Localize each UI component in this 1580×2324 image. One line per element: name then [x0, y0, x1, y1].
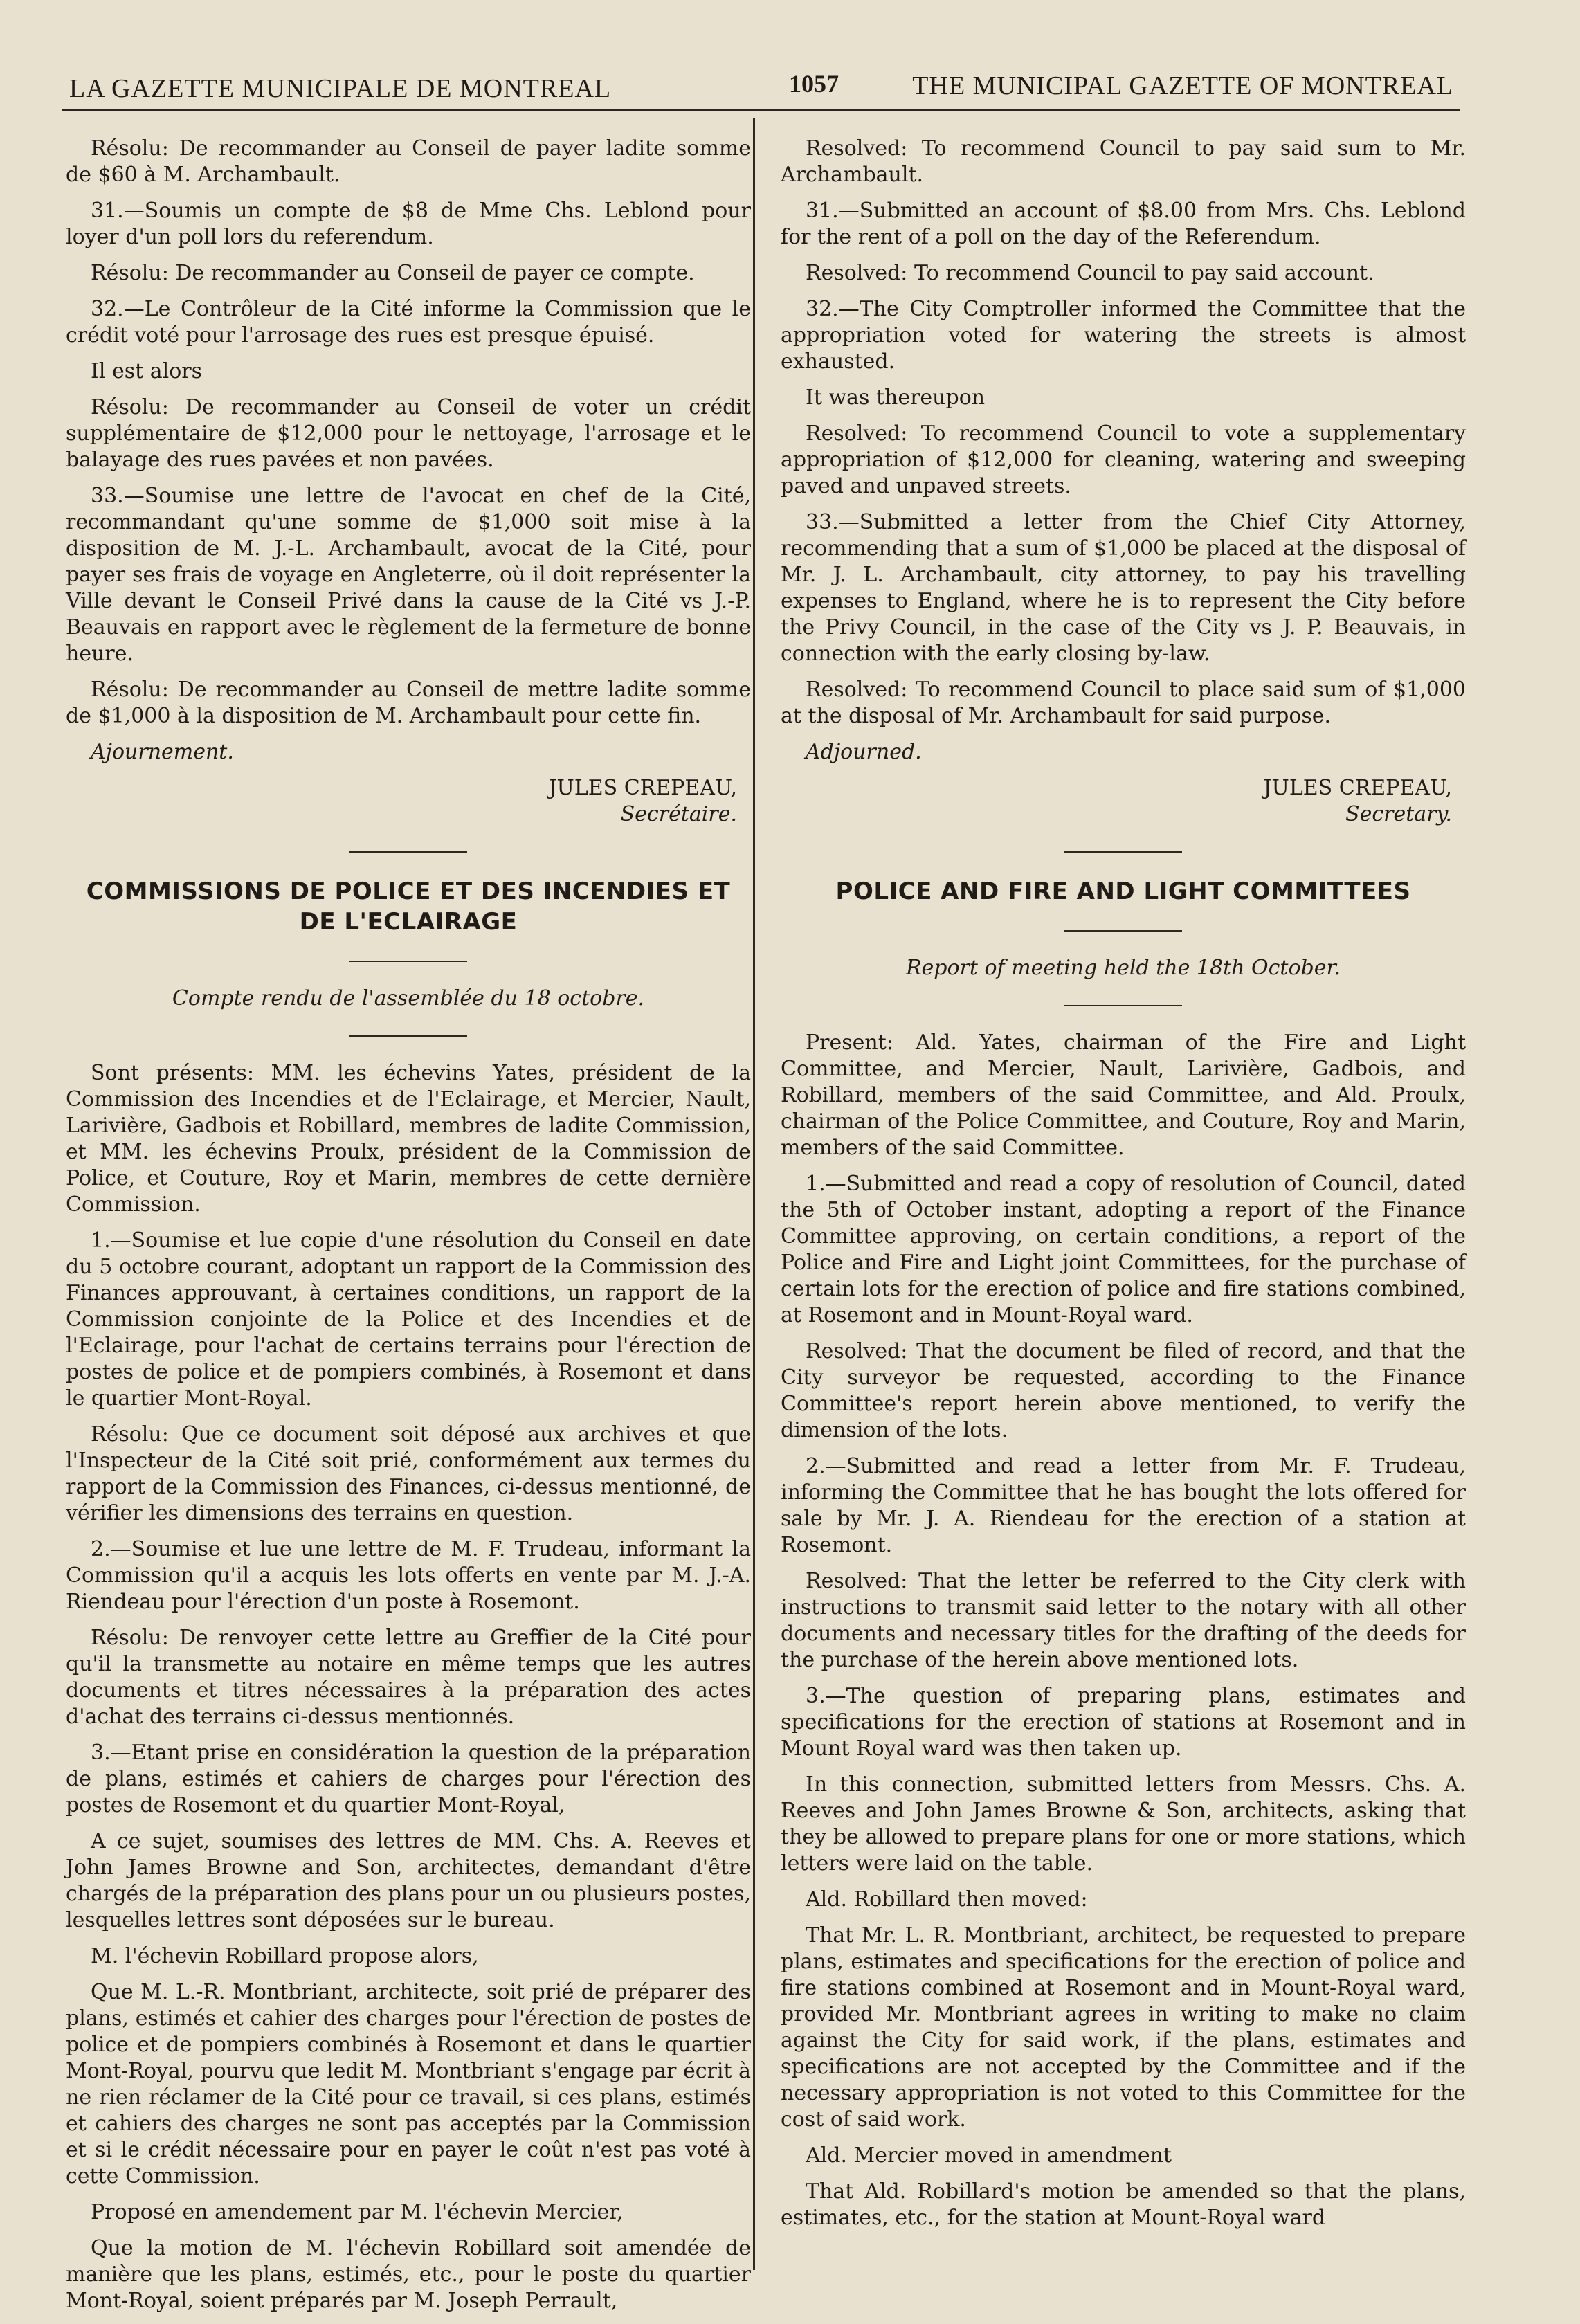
paragraph: Que la motion de M. l'échevin Robillard soit amendée de manière que les plans, estimés, etc., pour le poste du quartier Mont-Royal, soient préparés par M. Joseph Perrault, [66, 2236, 751, 2313]
paragraph: 3.—Etant prise en considération la question de la préparation de plans, estimés et cahiers de charges pour l'érection des postes de Rosemont et du quartier Mont-Royal, [66, 1741, 751, 1817]
paragraph: M. l'échevin Robillard propose alors, [91, 1944, 479, 1968]
paragraph: Résolu: De recommander au Conseil de mettre ladite somme de $1,000 à la disposition de M. Archambault pour cette fin. [66, 678, 751, 728]
adjournment: Ajournement. [91, 740, 234, 764]
adjournment: Adjourned. [806, 740, 922, 764]
paragraph: In this connection, submitted letters from Messrs. Chs. A. Reeves and John James Browne & Son, architects, asking that they be allowed to prepare plans for one or more stations, which letters were laid on the table. [781, 1772, 1466, 1876]
paragraph: 31.—Submitted an account of $8.00 from Mrs. Chs. Leblond for the rent of a poll on the day of the Referendum. [781, 199, 1466, 249]
section-divider [1064, 930, 1182, 932]
column-divider [753, 118, 755, 2270]
paragraph: Résolu: De recommander au Conseil de payer ce compte. [91, 261, 695, 285]
paragraph: Résolu: Que ce document soit déposé aux archives et que l'Inspecteur de la Cité soit prié, conformément aux termes du rapport de la Commission des Finances, ci-dessus mentionné, de vérifier les dimensions des terrains en question. [66, 1422, 751, 1525]
paragraph: Résolu: De renvoyer cette lettre au Greffier de la Cité pour qu'il la transmette au notaire en même temps que les autres documents et titres nécessaires à la préparation des actes d'achat des terrains ci-dessus mentionnés. [66, 1626, 751, 1729]
paragraph: Résolu: De recommander au Conseil de payer ladite somme de $60 à M. Archambault. [66, 136, 751, 187]
page-number: 1057 [789, 70, 839, 98]
paragraph: 2.—Soumise et lue une lettre de M. F. Trudeau, informant la Commission qu'il a acquis les lots offerts en vente par M. J.-A. Riendeau pour l'érection d'un poste à Rosemont. [66, 1537, 751, 1614]
english-column [781, 136, 1466, 2241]
paragraph: Résolu: De recommander au Conseil de voter un crédit supplémentaire de $12,000 pour le nettoyage, l'arrosage et le balayage des rues pavées et non pavées. [66, 395, 751, 472]
paragraph: Proposé en amendement par M. l'échevin Mercier, [91, 2200, 624, 2224]
paragraph: Ald. Robillard then moved: [806, 1887, 1088, 1912]
paragraph: 32.—The City Comptroller informed the Committee that the appropriation voted for watering the streets is almost exhausted. [781, 297, 1466, 374]
paragraph: That Mr. L. R. Montbriant, architect, be requested to prepare plans, estimates and specifications for the erection of police and fire stations combined at Rosemont and in Mount-Royal ward, provided Mr. Montbriant agrees in writing to make no claim against the City for said work, if the plans, estimates and specifications are not accepted by the Committee and if the necessary appropriation is not voted to this Committee for the cost of said work. [781, 1923, 1466, 2132]
signature [781, 775, 1452, 828]
paragraph: It was thereupon [806, 385, 986, 410]
paragraph: Resolved: That the letter be referred to the City clerk with instructions to transmit said letter to the notary with all other documents and necessary titles for the drafting of the deeds for the purchase of the herein above mentioned lots. [781, 1569, 1466, 1672]
paragraph: Resolved: To recommend Council to place said sum of $1,000 at the disposal of Mr. Archambault for said purpose. [781, 678, 1466, 728]
paragraph: Resolved: To recommend Council to pay said account. [806, 261, 1374, 285]
paragraph: Present: Ald. Yates, chairman of the Fire and Light Committee, and Mercier, Nault, Larivière, Gadbois, and Robillard, members of the said Committee, and Ald. Proulx, chairman of the Police Committee, and Couture, Roy and Marin, members of the said Committee. [781, 1031, 1466, 1160]
section-divider [349, 851, 467, 853]
section-divider [1064, 851, 1182, 853]
paragraph: Sont présents: MM. les échevins Yates, président de la Commission des Incendies et de l'Eclairage, et Mercier, Nault, Larivière, Gadbois et Robillard, membres de ladite Commission, et MM. les échevins Proulx, président de la Commission de Police, et Couture, Roy et Marin, membres de cette dernière Commission. [66, 1061, 751, 1217]
paragraph: 2.—Submitted and read a letter from Mr. F. Trudeau, informing the Committee that he has bought the lots offered for sale by Mr. J. A. Riendeau for the erection of a station at Rosemont. [781, 1454, 1466, 1557]
signature-name: JULES CREPEAU, [548, 776, 737, 800]
section-subtitle: Report of meeting held the 18th October. [905, 956, 1341, 980]
paragraph: Resolved: To recommend Council to vote a supplementary appropriation of $12,000 for cleaning, watering and sweeping paved and unpaved streets. [781, 421, 1466, 498]
paragraph: 32.—Le Contrôleur de la Cité informe la Commission que le crédit voté pour l'arrosage des rues est presque épuisé. [66, 297, 751, 347]
paragraph: Que M. L.-R. Montbriant, architecte, soit prié de préparer des plans, estimés et cahier des charges pour l'érection de postes de police et de pompiers combinés à Rosemont et dans le quartier Mont-Royal, pourvu que ledit M. Montbriant s'engage par écrit à ne rien réclamer de la Cité pour ce travail, si ces plans, estimés et cahiers des charges ne sont pas acceptés par la Commission et si le crédit nécessaire pour en payer le coût n'est pas voté à cette Commission. [66, 1980, 751, 2188]
header-french-title: LA GAZETTE MUNICIPALE DE MONTREAL [69, 74, 612, 103]
paragraph: A ce sujet, soumises des lettres de MM. Chs. A. Reeves et John James Browne and Son, architectes, demandant d'être chargés de la préparation des plans pour un ou plusieurs postes, lesquelles lettres sont déposées sur le bureau. [66, 1829, 751, 1932]
paragraph: That Ald. Robillard's motion be amended so that the plans, estimates, etc., for the station at Mount-Royal ward [781, 2179, 1466, 2230]
signature-name: JULES CREPEAU, [1263, 776, 1452, 800]
section-subtitle: Compte rendu de l'assemblée du 18 octobre. [172, 986, 645, 1010]
section-title: COMMISSIONS DE POLICE ET DES INCENDIES ET DE L'ECLAIRAGE [86, 878, 731, 936]
section-divider [349, 961, 467, 962]
paragraph: Resolved: That the document be filed of record, and that the City surveyor be requested, according to the Finance Committee's report herein above mentioned, to verify the dimension of the lots. [781, 1339, 1466, 1442]
section-title: POLICE AND FIRE AND LIGHT COMMITTEES [835, 878, 1411, 905]
section-divider [1064, 1005, 1182, 1006]
paragraph: 33.—Soumise une lettre de l'avocat en chef de la Cité, recommandant qu'une somme de $1,000 soit mise à la disposition de M. J.-L. Archambault, avocat de la Cité, pour payer ses frais de voyage en Angleterre, où il doit représenter la Ville devant le Conseil Privé dans la cause de la Cité vs J.-P. Beauvais en rapport avec le règlement de la fermeture de bonne heure. [66, 484, 751, 666]
paragraph: 1.—Soumise et lue copie d'une résolution du Conseil en date du 5 octobre courant, adoptant un rapport de la Commission des Finances approuvant, à certaines conditions, un rapport de la Commission conjointe de la Police et des Incendies et de l'Eclairage, pour l'achat de certains terrains pour l'érection de postes de police et de pompiers combinés, à Rosemont et dans le quartier Mont-Royal. [66, 1228, 751, 1410]
section-divider [349, 1035, 467, 1037]
paragraph: Resolved: To recommend Council to pay said sum to Mr. Archambault. [781, 136, 1466, 187]
paragraph: Il est alors [91, 359, 203, 383]
page-header [62, 68, 1460, 111]
french-column [66, 136, 751, 2324]
signature-role: Secrétaire. [620, 802, 737, 826]
paragraph: 1.—Submitted and read a copy of resolution of Council, dated the 5th of October instant, adopting a report of the Finance Committee approving, on certain conditions, a report of the Police and Fire and Light joint Committees, for the purchase of certain lots for the erection of police and fire stations combined, at Rosemont and in Mount-Royal ward. [781, 1172, 1466, 1327]
paragraph: 31.—Soumis un compte de $8 de Mme Chs. Leblond pour loyer d'un poll lors du referendum. [66, 199, 751, 249]
paragraph: Ald. Mercier moved in amendment [806, 2143, 1172, 2168]
paragraph: 33.—Submitted a letter from the Chief City Attorney, recommending that a sum of $1,000 be placed at the disposal of Mr. J. L. Archambault, city attorney, to pay his travelling expenses to England, where he is to represent the City before the Privy Council, in the case of the City vs J. P. Beauvais, in connection with the early closing by-law. [781, 510, 1466, 666]
signature [66, 775, 737, 828]
paragraph: 3.—The question of preparing plans, estimates and specifications for the erection of stations at Rosemont and in Mount Royal ward was then taken up. [781, 1684, 1466, 1761]
header-english-title: THE MUNICIPAL GAZETTE OF MONTREAL [912, 71, 1453, 100]
signature-role: Secretary. [1345, 802, 1452, 826]
